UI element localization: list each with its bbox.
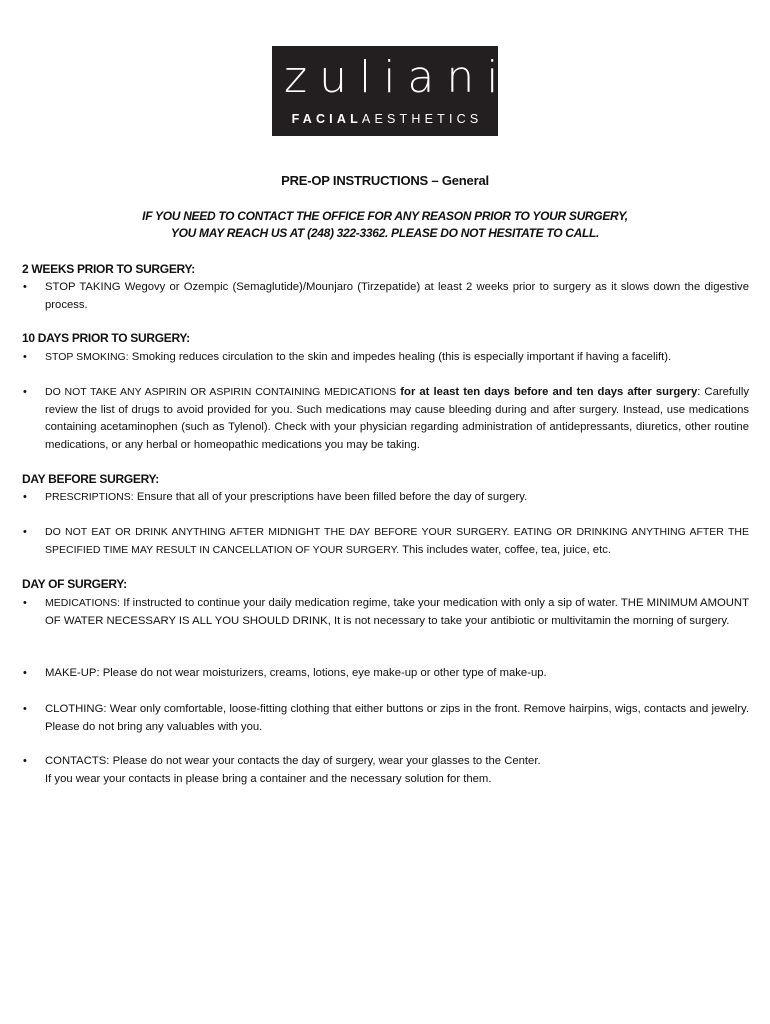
contacts-line-2: If you wear your contacts in please bring a container and the necessary solution for them.: [45, 772, 492, 785]
section-heading-day-of: DAY OF SURGERY:: [22, 577, 127, 591]
logo-tagline: FACIALAESTHETICS: [291, 112, 483, 126]
list-item: • DO NOT EAT OR DRINK ANYTHING AFTER MIDNIGHT THE DAY BEFORE YOUR SURGERY. EATING OR DRINKING ANYTHING AFTER THE SPECIFIED TIME MAY RESULT IN CANCELLATION OF YOUR SURGERY. This includes water, coffee, tea, juice, etc.: [23, 526, 749, 556]
list-item: • DO NOT TAKE ANY ASPIRIN OR ASPIRIN CONTAINING MEDICATIONS for at least ten days before and ten days after surgery: Carefully review the list of drugs to avoid provided for you. Such medications may cause bleeding during and after surgery. Instead, use medications containing acetaminophen (such as Tylenol). Check with your physician regarding administration of antidepressants, diuretics, other routine medications, or any herbal or homeopathic medications you may be taking.: [23, 386, 749, 451]
logo: [272, 46, 511, 136]
contact-notice-line-2: YOU MAY REACH US AT (248) 322-3362. PLEASE DO NOT HESITATE TO CALL.: [170, 226, 600, 240]
bullet-icon: •: [23, 386, 27, 398]
list-item: • MAKE-UP: Please do not wear moisturizers, creams, lotions, eye make-up or other type of make-up.: [45, 665, 749, 683]
list-item: [23, 753, 749, 788]
section-heading-two-weeks: 2 WEEKS PRIOR TO SURGERY:: [22, 262, 195, 276]
bullet-icon: •: [23, 351, 27, 363]
list-item: • PRESCRIPTIONS: Ensure that all of your prescriptions have been filled before the day of surgery.: [45, 489, 749, 507]
list-item: • STOP SMOKING: Smoking reduces circulation to the skin and impedes healing (this is especially important if having a facelift).: [45, 349, 749, 367]
section-heading-day-before: DAY BEFORE SURGERY:: [22, 472, 159, 486]
section-heading-ten-days: 10 DAYS PRIOR TO SURGERY:: [22, 331, 190, 345]
bullet-icon: •: [23, 667, 27, 679]
bullet-icon: •: [23, 703, 27, 715]
bullet-icon: •: [23, 526, 27, 538]
logo-wordmark: zuliani: [284, 52, 511, 103]
page-title: PRE-OP INSTRUCTIONS – General: [281, 173, 489, 188]
contact-notice-line-1: IF YOU NEED TO CONTACT THE OFFICE FOR ANY REASON PRIOR TO YOUR SURGERY,: [142, 209, 628, 223]
list-item: • STOP TAKING Wegovy or Ozempic (Semaglutide)/Mounjaro (Tirzepatide) at least 2 weeks prior to surgery as it slows down the digestive process.: [23, 281, 749, 311]
bullet-icon: •: [23, 755, 27, 767]
bullet-icon: •: [23, 597, 27, 609]
list-item: • CLOTHING: Wear only comfortable, loose-fitting clothing that either buttons or zips in the front. Remove hairpins, wigs, contacts and jewelry. Please do not bring any valuables with you.: [23, 703, 749, 733]
contacts-line-1: CONTACTS: Please do not wear your contacts the day of surgery, wear your glasses to the Center.: [45, 755, 541, 767]
bullet-icon: •: [23, 281, 27, 293]
list-item: • MEDICATIONS: If instructed to continue your daily medication regime, take your medication with only a sip of water. THE MINIMUM AMOUNT OF WATER NECESSARY IS ALL YOU SHOULD DRINK, It is not necessary to take your antibiotic or multivitamin the morning of surgery.: [23, 597, 749, 627]
bullet-icon: •: [23, 491, 27, 503]
contact-notice: [0, 208, 770, 242]
